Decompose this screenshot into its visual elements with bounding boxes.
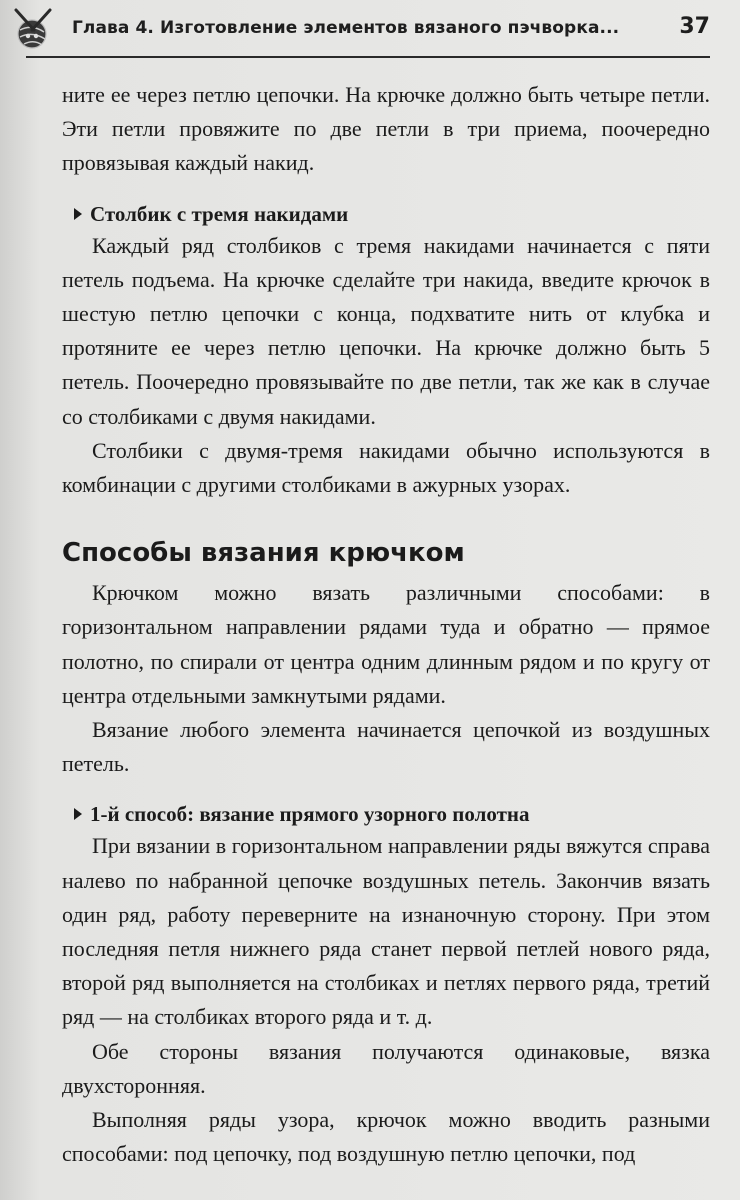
paragraph-method1-1: При вязании в горизонтальном направлении ряды вяжутся справа налево по набранной цепочке воздушных петель. Закончив вязать один ряд, работу переверните на изнаночную сторону. При этом последняя петля нижнего ряда станет первой петлей нового ряда, второй ряд выполняется на столбиках и петлях первого ряда, третий ряд — на столбиках второго ряда и т. д. xyxy=(62,833,710,1030)
paragraph-methods-2: Вязание любого элемента начинается цепочкой из воздушных петель. xyxy=(62,717,710,777)
triangle-marker-icon xyxy=(74,808,82,820)
page-content xyxy=(62,58,710,1171)
page-number: 37 xyxy=(679,14,710,39)
section-heading: Способы вязания крючком xyxy=(62,538,465,569)
subheading-text: 1-й способ: вязание прямого узорного полотна xyxy=(90,802,530,827)
subheading-method-1 xyxy=(74,799,710,829)
paragraph-method1-2: Обе стороны вязания получаются одинаковые, вязка двухсторонняя. xyxy=(62,1038,710,1098)
subheading-triple-crochet xyxy=(74,199,710,229)
chapter-title: Глава 4. Изготовление элементов вязаного пэчворка... xyxy=(72,18,620,38)
paragraph-method1-3: Выполняя ряды узора, крючок можно вводить разными способами: под цепочку, под воздушную петлю цепочки, под xyxy=(62,1107,710,1167)
yarn-ball-icon xyxy=(8,6,56,54)
running-header xyxy=(26,0,710,58)
paragraph-triple-2: Столбики с двумя-тремя накидами обычно используются в комбинации с другими столбиками в ажурных узорах. xyxy=(62,437,710,498)
paragraph-methods-1: Крючком можно вязать различными способами: в горизонтальном направлении рядами туда и обратно — прямое полотно, по спирали от центра одним длинным рядом и по кругу от центра отдельными замкнутыми рядами. xyxy=(62,580,710,708)
triangle-marker-icon xyxy=(74,208,82,220)
subheading-text: Столбик с тремя накидами xyxy=(90,201,349,226)
paragraph-triple-1: Каждый ряд столбиков с тремя накидами начинается с пяти петель подъема. На крючке сделайте три накида, введите крючок в шестую петлю цепочки с конца, подхватите нить от клубка и протяните ее через петлю цепочки. На крючке должно быть 5 петель. Поочередно провязывайте по две петли, так же как в случае со столбиками с двумя накидами. xyxy=(62,232,710,429)
paragraph-intro: ните ее через петлю цепочки. На крючке должно быть четыре петли. Эти петли провяжите по две петли в три приема, поочередно провязывая каждый накид. xyxy=(62,82,710,176)
